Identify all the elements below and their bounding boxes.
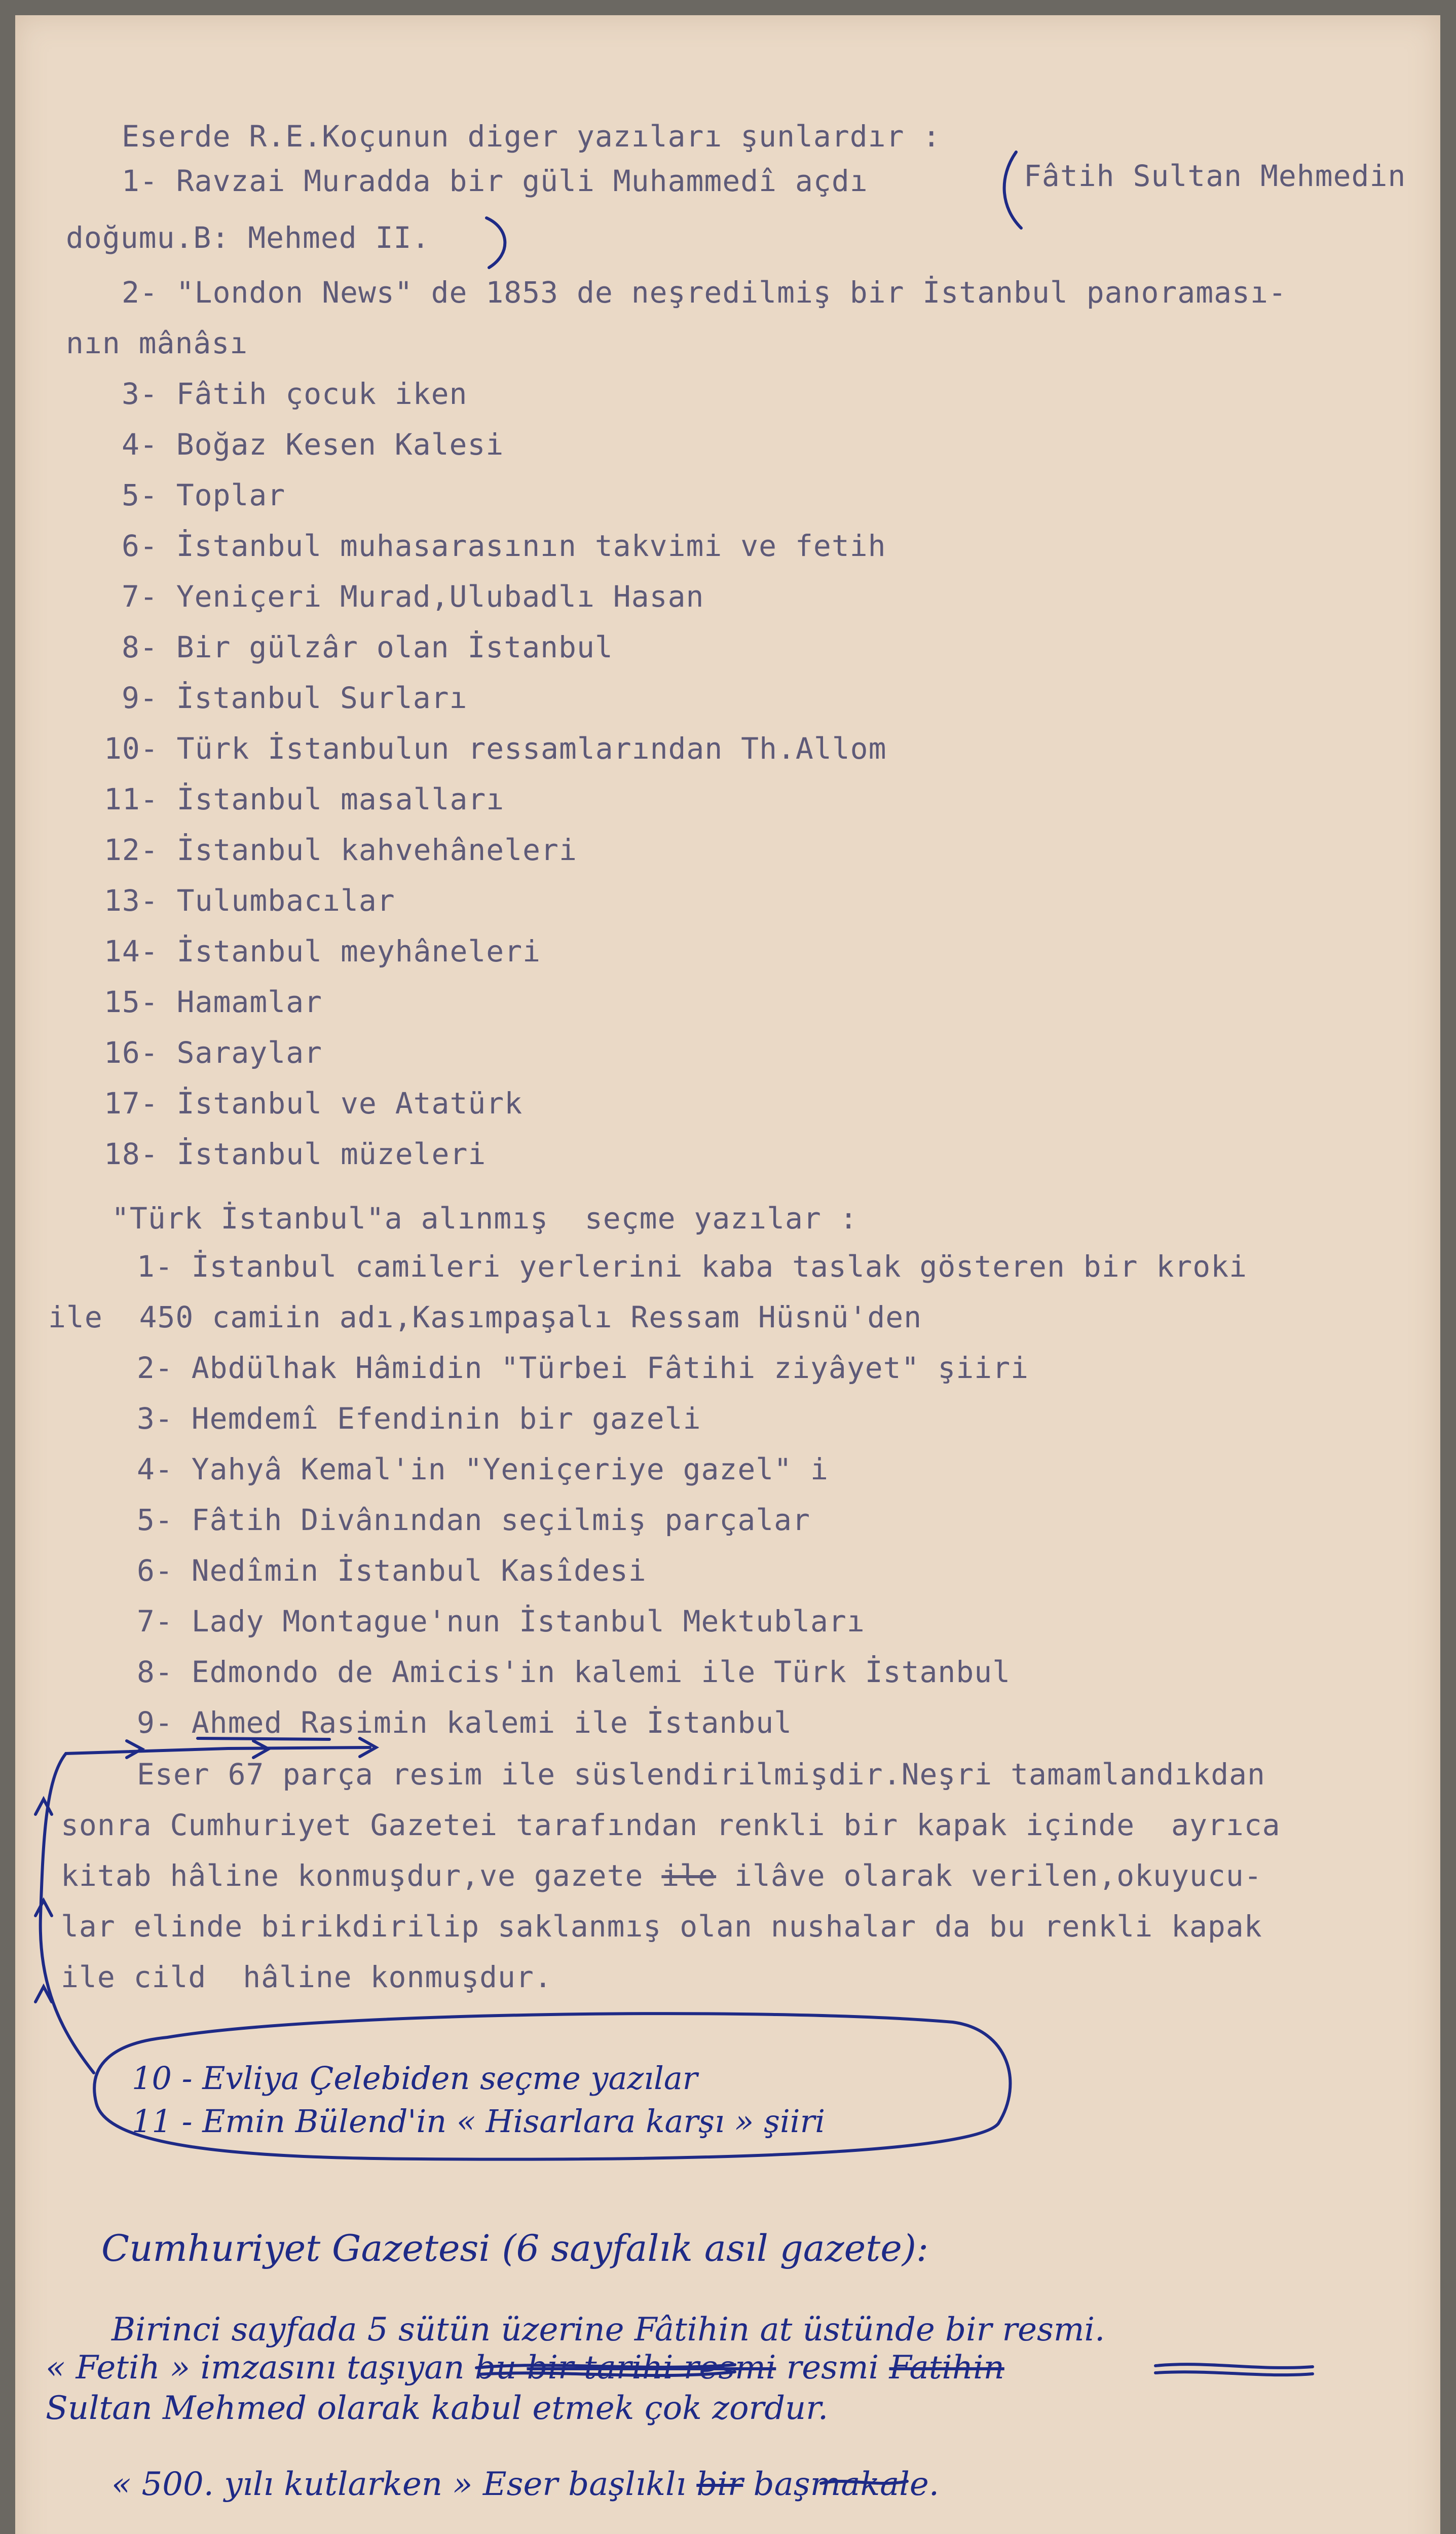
list-item: 6- İstanbul muhasarasının takvimi ve fetih bbox=[122, 529, 886, 563]
scribble-mark bbox=[1155, 2372, 1313, 2375]
list-item: 13- Tulumbacılar bbox=[104, 883, 395, 918]
typed-para-line-5: ile cild hâline konmuşdur. bbox=[61, 1960, 552, 1994]
hand-line-4: « 500. yılı kutlarken » Eser başlıklı bir başmakale. bbox=[111, 2466, 940, 2503]
hand-line-1: Birinci sayfada 5 sütün üzerine Fâtihin at üstünde bir resmi. bbox=[111, 2311, 1105, 2349]
arrow-chevron-icon bbox=[35, 1900, 52, 1916]
typed-para-line-1: Eser 67 parça resim ile süslendirilmişdir.Neşri tamamlandıkdan bbox=[137, 1757, 1265, 1792]
list-item: 7- Lady Montague'nun İstanbul Mektubları bbox=[137, 1604, 865, 1638]
list-item: 10- Türk İstanbulun ressamlarından Th.Allom bbox=[104, 731, 887, 766]
list-item: 4- Boğaz Kesen Kalesi bbox=[122, 427, 504, 462]
list-item: 3- Hemdemî Efendinin bir gazeli bbox=[137, 1401, 701, 1436]
struck-words: Fatihin bbox=[889, 2349, 1004, 2387]
list-item: 7- Yeniçeri Murad,Ulubadlı Hasan bbox=[122, 579, 704, 614]
hand-box-line-2: 11 - Emin Bülend'in « Hisarlara karşı » şiiri bbox=[132, 2103, 826, 2140]
list-item: 5- Toplar bbox=[122, 478, 286, 512]
paren-open-mark bbox=[1004, 152, 1021, 228]
scribble-mark bbox=[1155, 2364, 1313, 2368]
list-item: 4- Yahyâ Kemal'in "Yeniçeriye gazel" i bbox=[137, 1452, 829, 1486]
typed-intro: Eserde R.E.Koçunun diger yazıları şunlardır : bbox=[122, 119, 941, 154]
hand-line-2: « Fetih » imzasını taşıyan bu bir tarihi resmi resmi Fatihin bbox=[46, 2349, 1004, 2387]
list-item: 12- İstanbul kahvehâneleri bbox=[104, 833, 577, 867]
typed-para-line-4: lar elinde birikdirilip saklanmış olan nushalar da bu renkli kapak bbox=[61, 1909, 1262, 1944]
typed-item-1-parenthetical: Fâtih Sultan Mehmedin bbox=[1024, 159, 1406, 193]
list-item: 2- Abdülhak Hâmidin "Türbei Fâtihi ziyâyet" şiiri bbox=[137, 1351, 1029, 1385]
typed-item-2-line-1: 2- "London News" de 1853 de neşredilmiş bir İstanbul panoraması- bbox=[122, 275, 1287, 310]
underline-mark bbox=[198, 1738, 329, 1739]
list-item: 8- Bir gülzâr olan İstanbul bbox=[122, 630, 613, 664]
typed-para-line-3: kitab hâline konmuşdur,ve gazete ile ilâve olarak verilen,okuyucu- bbox=[61, 1858, 1262, 1893]
typed-item-2-line-2: nın mânâsı bbox=[66, 326, 248, 360]
arrow-chevron-icon bbox=[127, 1741, 142, 1758]
typed-item-1-line-1: 1- Ravzai Muradda bir güli Muhammedî açdı bbox=[122, 164, 868, 198]
typed-selection-1-line-1: 1- İstanbul camileri yerlerini kaba taslak gösteren bir kroki bbox=[137, 1249, 1248, 1284]
document-page bbox=[15, 15, 1440, 2534]
typed-heading-selections: "Türk İstanbul"a alınmış seçme yazılar : bbox=[111, 1201, 858, 1236]
typed-item-1-line-2: doğumu.B: Mehmed II. bbox=[66, 220, 430, 255]
hand-box-line-1: 10 - Evliya Çelebiden seçme yazılar bbox=[132, 2060, 698, 2097]
ink-annotations bbox=[15, 15, 1440, 2534]
list-item: 18- İstanbul müzeleri bbox=[104, 1137, 487, 1171]
struck-words: bir bbox=[696, 2466, 743, 2503]
list-item: 14- İstanbul meyhâneleri bbox=[104, 934, 541, 968]
list-item: 17- İstanbul ve Atatürk bbox=[104, 1086, 523, 1121]
struck-word: ile bbox=[661, 1858, 717, 1893]
hand-line-3: Sultan Mehmed olarak kabul etmek çok zordur. bbox=[46, 2390, 829, 2427]
list-item: 15- Hamamlar bbox=[104, 985, 323, 1019]
list-item: 6- Nedîmin İstanbul Kasîdesi bbox=[137, 1553, 647, 1588]
list-item: 16- Saraylar bbox=[104, 1035, 323, 1070]
list-item: 9- Ahmed Rasimin kalemi ile İstanbul bbox=[137, 1705, 793, 1740]
list-item: 8- Edmondo de Amicis'in kalemi ile Türk İstanbul bbox=[137, 1655, 1011, 1689]
list-item: 5- Fâtih Divânından seçilmiş parçalar bbox=[137, 1503, 811, 1537]
list-item: 3- Fâtih çocuk iken bbox=[122, 377, 468, 411]
list-item: 9- İstanbul Surları bbox=[122, 681, 468, 715]
typed-para-line-2: sonra Cumhuriyet Gazetei tarafından renkli bir kapak içinde ayrıca bbox=[61, 1808, 1281, 1842]
paren-close-mark bbox=[487, 218, 505, 268]
list-item: 11- İstanbul masalları bbox=[104, 782, 505, 816]
hand-title: Cumhuriyet Gazetesi (6 sayfalık asıl gazete): bbox=[101, 2227, 929, 2269]
typed-selection-1-line-2: ile 450 camiin adı,Kasımpaşalı Ressam Hüsnü'den bbox=[48, 1300, 922, 1334]
struck-words: bir tarihi resmi bbox=[527, 2349, 776, 2387]
